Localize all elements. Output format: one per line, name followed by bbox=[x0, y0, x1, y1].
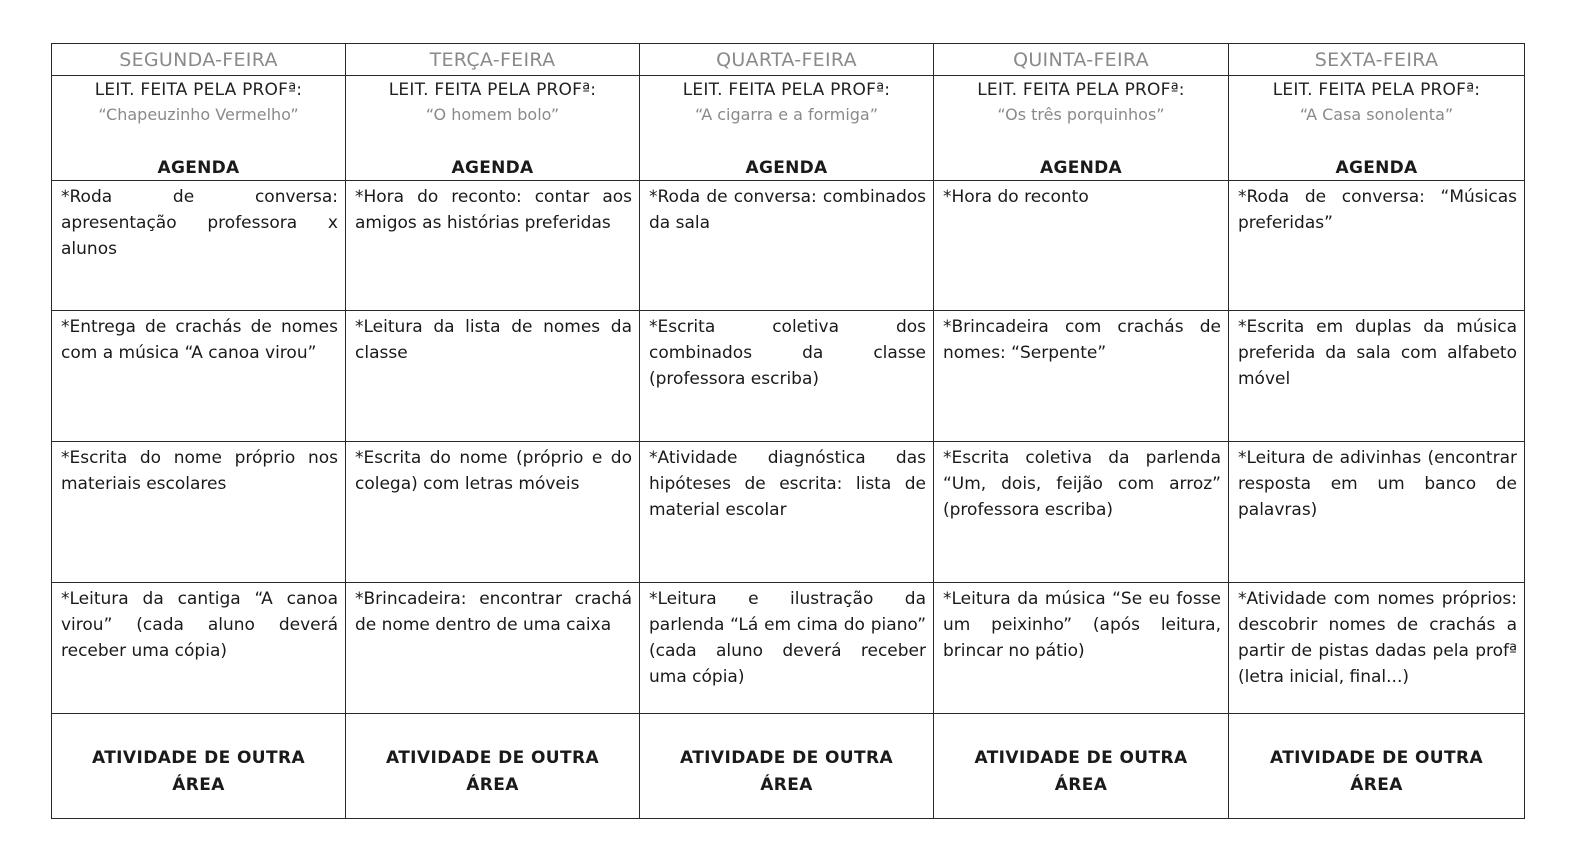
story-title: “Chapeuzinho Vermelho” bbox=[98, 105, 299, 124]
day-header-thursday: QUINTA-FEIRA bbox=[934, 44, 1229, 76]
reading-cell-monday bbox=[52, 76, 346, 181]
activity-cell bbox=[1229, 181, 1525, 311]
activity-text: *Leitura da lista de nomes da classe bbox=[355, 317, 632, 363]
day-header-friday: SEXTA-FEIRA bbox=[1229, 44, 1525, 76]
activity-cell bbox=[52, 311, 346, 442]
activity-cell bbox=[640, 442, 934, 583]
agenda-label: AGENDA bbox=[1335, 158, 1418, 178]
activity-cell bbox=[52, 181, 346, 311]
other-area-label: ATIVIDADE DE OUTRA ÁREA bbox=[385, 748, 600, 795]
activity-text: *Escrita coletiva dos combinados da classe (professora escriba) bbox=[649, 317, 926, 389]
agenda-label: AGENDA bbox=[451, 158, 534, 178]
reading-label: LEIT. FEITA PELA PROFª: bbox=[682, 80, 891, 100]
story-title: “O homem bolo” bbox=[425, 105, 560, 124]
activity-text: *Escrita em duplas da música preferida da sala com alfabeto móvel bbox=[1238, 317, 1517, 389]
activity-text: *Leitura da música “Se eu fosse um peixinho” (após leitura, brincar no pátio) bbox=[943, 589, 1221, 661]
activity-text: *Brincadeira: encontrar crachá de nome dentro de uma caixa bbox=[355, 589, 632, 635]
activity-row-1 bbox=[52, 181, 1525, 311]
reading-row bbox=[52, 76, 1525, 181]
activity-row-4 bbox=[52, 583, 1525, 714]
activity-text: *Roda de conversa: combinados da sala bbox=[649, 187, 926, 233]
reading-label: LEIT. FEITA PELA PROFª: bbox=[94, 80, 303, 100]
reading-cell-thursday bbox=[934, 76, 1229, 181]
reading-label: LEIT. FEITA PELA PROFª: bbox=[1272, 80, 1481, 100]
activity-cell bbox=[346, 442, 640, 583]
story-title: “A Casa sonolenta” bbox=[1299, 105, 1454, 124]
activity-cell bbox=[934, 181, 1229, 311]
activity-text: *Leitura da cantiga “A canoa virou” (cada aluno deverá receber uma cópia) bbox=[61, 589, 338, 661]
activity-cell bbox=[934, 583, 1229, 714]
activity-text: *Escrita do nome próprio nos materiais escolares bbox=[61, 448, 338, 494]
activity-cell bbox=[1229, 583, 1525, 714]
agenda-label: AGENDA bbox=[745, 158, 828, 178]
other-area-cell bbox=[934, 714, 1229, 819]
reading-cell-friday bbox=[1229, 76, 1525, 181]
activity-text: *Atividade diagnóstica das hipóteses de escrita: lista de material escolar bbox=[649, 448, 926, 520]
activity-text: *Hora do reconto bbox=[943, 187, 1089, 207]
reading-label: LEIT. FEITA PELA PROFª: bbox=[977, 80, 1185, 100]
activity-cell bbox=[52, 442, 346, 583]
other-area-label: ATIVIDADE DE OUTRA ÁREA bbox=[679, 748, 894, 795]
activity-row-3 bbox=[52, 442, 1525, 583]
activity-cell bbox=[1229, 311, 1525, 442]
activity-cell bbox=[934, 442, 1229, 583]
activity-text: *Escrita coletiva da parlenda “Um, dois, feijão com arroz” (professora escriba) bbox=[943, 448, 1221, 520]
activity-cell bbox=[346, 583, 640, 714]
other-area-cell bbox=[1229, 714, 1525, 819]
other-area-cell bbox=[346, 714, 640, 819]
activity-text: *Entrega de crachás de nomes com a música “A canoa virou” bbox=[61, 317, 338, 363]
activity-text: *Hora do reconto: contar aos amigos as histórias preferidas bbox=[355, 187, 632, 233]
activity-text: *Escrita do nome (próprio e do colega) com letras móveis bbox=[355, 448, 632, 494]
reading-cell-tuesday bbox=[346, 76, 640, 181]
activity-text: *Roda de conversa: “Músicas preferidas” bbox=[1238, 187, 1517, 233]
other-area-cell bbox=[640, 714, 934, 819]
activity-cell bbox=[640, 181, 934, 311]
reading-cell-wednesday bbox=[640, 76, 934, 181]
other-area-label: ATIVIDADE DE OUTRA ÁREA bbox=[91, 748, 306, 795]
activity-text: *Brincadeira com crachás de nomes: “Serpente” bbox=[943, 317, 1221, 363]
other-area-label: ATIVIDADE DE OUTRA ÁREA bbox=[974, 748, 1188, 795]
story-title: “Os três porquinhos” bbox=[997, 105, 1165, 124]
reading-label: LEIT. FEITA PELA PROFª: bbox=[388, 80, 597, 100]
weekly-schedule-table bbox=[51, 43, 1525, 819]
activity-cell bbox=[640, 311, 934, 442]
activity-text: *Leitura de adivinhas (encontrar resposta em um banco de palavras) bbox=[1238, 448, 1517, 520]
activity-row-2 bbox=[52, 311, 1525, 442]
activity-text: *Leitura e ilustração da parlenda “Lá em cima do piano” (cada aluno deverá receber uma cópia) bbox=[649, 589, 926, 687]
activity-cell bbox=[346, 311, 640, 442]
agenda-label: AGENDA bbox=[157, 158, 240, 178]
agenda-label: AGENDA bbox=[1039, 158, 1123, 178]
activity-cell bbox=[640, 583, 934, 714]
activity-cell bbox=[346, 181, 640, 311]
day-header-tuesday: TERÇA-FEIRA bbox=[346, 44, 640, 76]
day-header-monday: SEGUNDA-FEIRA bbox=[52, 44, 346, 76]
activity-cell bbox=[52, 583, 346, 714]
story-title: “A cigarra e a formiga” bbox=[694, 105, 879, 124]
activity-text: *Atividade com nomes próprios: descobrir nomes de crachás a partir de pistas dadas pela profª (letra inicial, final...) bbox=[1238, 589, 1517, 687]
activity-cell bbox=[934, 311, 1229, 442]
other-area-label: ATIVIDADE DE OUTRA ÁREA bbox=[1269, 748, 1484, 795]
other-area-cell bbox=[52, 714, 346, 819]
activity-cell bbox=[1229, 442, 1525, 583]
other-area-row bbox=[52, 714, 1525, 819]
activity-text: *Roda de conversa: apresentação professora x alunos bbox=[61, 187, 338, 259]
day-header-wednesday: QUARTA-FEIRA bbox=[640, 44, 934, 76]
day-header-row bbox=[52, 44, 1525, 76]
